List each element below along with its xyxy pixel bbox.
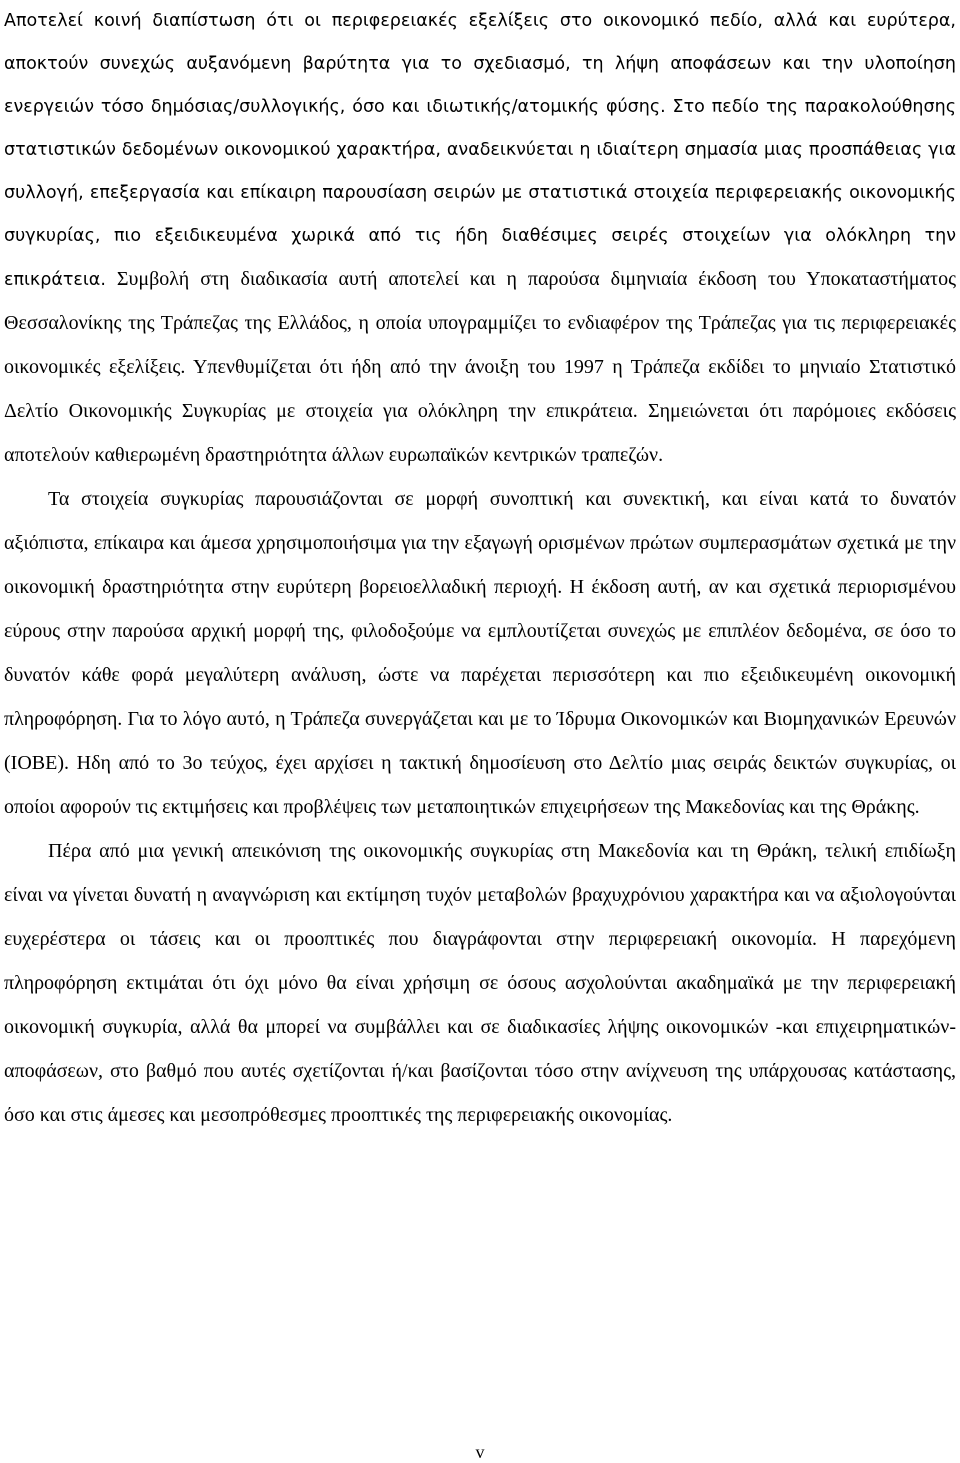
paragraph-3 — [4, 830, 956, 1138]
sentence: Αποτελεί κοινή διαπίστωση ότι οι περιφερειακές εξελίξεις στο οικονομικό πεδίο, αλλά και ευρύτερα, αποκτούν συνεχώς αυξανόμενη βαρύτητα για το σχεδιασμό, τη λήψη αποφάσεων και την υλοποίηση ενεργειών τόσο δημόσιας/συλλογικής, όσο και ιδιωτικής/ατομικής φύσης. — [4, 11, 956, 117]
sentence: Σημειώνεται ότι παρόμοιες εκδόσεις αποτελούν καθιερωμένη δραστηριότητα άλλων ευρωπαϊκών κεντρικών τραπεζών. — [4, 400, 956, 466]
body-text — [4, 0, 956, 1138]
sentence: Ηδη από το 3ο τεύχος, έχει αρχίσει η τακτική δημοσίευση στο Δελτίο μιας σειράς δεικτών συγκυρίας, οι οποίοι αφορούν τις εκτιμήσεις και προβλέψεις των μεταποιητικών επιχειρήσεων της Μακεδονίας και της Θράκης. — [4, 752, 956, 818]
sentence: Η έκδοση αυτή, αν και σχετικά περιορισμένου εύρους στην παρούσα αρχική μορφή της, φιλοδοξούμε να εμπλουτίζεται συνεχώς με επιπλέον δεδομένα, σε όσο το δυνατόν κάθε φορά μεγαλύτερη ανάλυση, ώστε να παρέχεται περισσότερη και πιο εξειδικευμένη οικονομική πληροφόρηση. — [4, 576, 956, 730]
sentence: Η παρεχόμενη πληροφόρηση εκτιμάται ότι όχι μόνο θα είναι χρήσιμη σε όσους ασχολούνται ακαδημαϊκά με την περιφερειακή οικονομική συγκυρία, αλλά θα μπορεί να συμβάλλει και σε διαδικασίες λήψης οικονομικών -και επιχειρηματικών-αποφάσεων, στο βαθμό που αυτές σχετίζονται ή/και βασίζονται τόσο στην ανίχνευση της υπάρχουσας κατάστασης, όσο και στις άμεσες και μεσοπρόθεσμες προοπτικές της περιφερειακής οικονομίας. — [4, 928, 956, 1126]
paragraph-1 — [4, 0, 956, 478]
page-number: v — [475, 1442, 485, 1462]
paragraph-2 — [4, 478, 956, 830]
sentence: Τα στοιχεία συγκυρίας παρουσιάζονται σε μορφή συνοπτική και συνεκτική, και είναι κατά το δυνατόν αξιόπιστα, επίκαιρα και άμεσα χρησιμοποιήσιμα για την εξαγωγή ορισμένων πρώτων συμπερασμάτων σχετικά με την οικονομική δραστηριότητα στην ευρύτερη βορειοελλαδική περιοχή. — [4, 488, 956, 598]
sentence: Πέρα από μια γενική απεικόνιση της οικονομικής συγκυρίας στη Μακεδονία και τη Θράκη, τελική επιδίωξη είναι να γίνεται δυνατή η αναγνώριση και εκτίμηση τυχόν μεταβολών βραχυχρόνιου χαρακτήρα και να αξιολογούνται ευχερέστερα οι τάσεις και οι προοπτικές που διαγράφονται στην περιφερειακή οικονομία. — [4, 840, 956, 950]
sentence: Στο πεδίο της παρακολούθησης στατιστικών δεδομένων οικονομικού χαρακτήρα, αναδεικνύεται η ιδιαίτερη σημασία μιας προσπάθειας για συλλογή, επεξεργασία και επίκαιρη παρουσίαση σειρών με στατιστικά στοιχεία περιφερειακής οικονομικής συγκυρίας, πιο εξειδικευμένα χωρικά από τις ήδη διαθέσιμες σειρές στοιχείων για ολόκληρη την επικράτεια. — [4, 97, 956, 290]
sentence: Υπενθυμίζεται ότι ήδη από την άνοιξη του 1997 η Τράπεζα εκδίδει το μηνιαίο Στατιστικό Δελτίο Οικονομικής Συγκυρίας με στοιχεία για ολόκληρη την επικράτεια. — [4, 356, 956, 422]
sentence: Συμβολή στη διαδικασία αυτή αποτελεί και η παρούσα διμηνιαία έκδοση του Υποκαταστήματος Θεσσαλονίκης της Τράπεζας της Ελλάδος, η οποία υπογραμμίζει το ενδιαφέρον της Τράπεζας για τις περιφερειακές οικονομικές εξελίξεις. — [4, 268, 956, 378]
sentence: Για το λόγο αυτό, η Τράπεζα συνεργάζεται και με το Ίδρυμα Οικονομικών και Βιομηχανικών Ερευνών (ΙΟΒΕ). — [4, 708, 956, 774]
